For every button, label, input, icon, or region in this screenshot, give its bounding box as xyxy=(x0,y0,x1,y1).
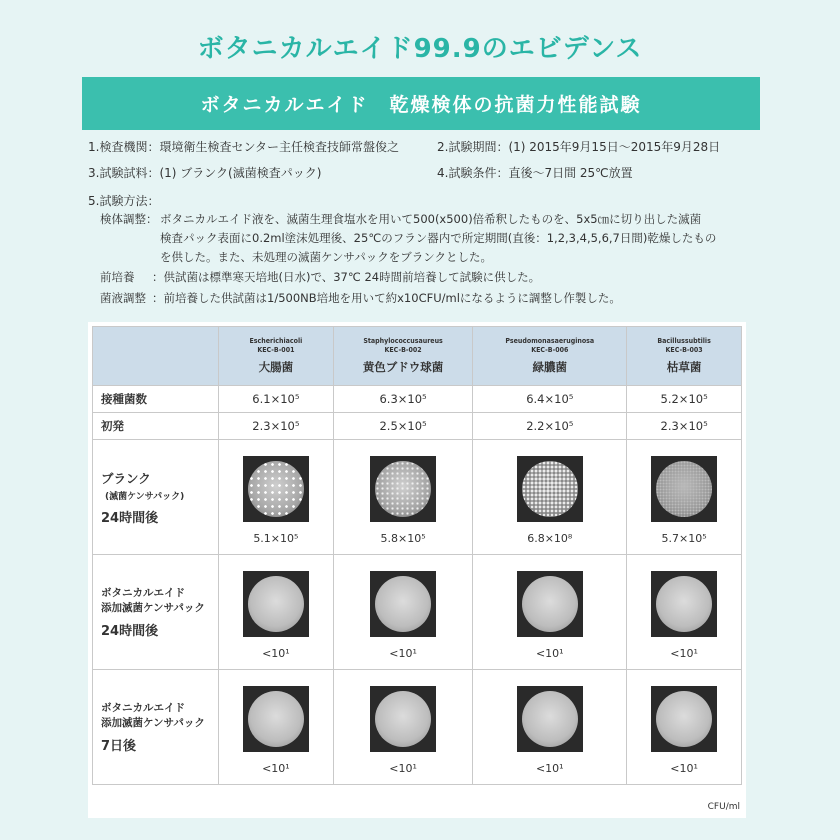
row-label-line1: ブランク xyxy=(101,470,151,486)
dish-cell xyxy=(627,670,742,785)
dish-value: <10¹ xyxy=(389,761,417,775)
dish-cell xyxy=(473,670,627,785)
header-col-2 xyxy=(333,327,473,386)
header-col-4 xyxy=(627,327,742,386)
info-period: 2.試験期間：(1) 2015年9月15日〜2015年9月28日 xyxy=(437,140,721,154)
bacteria-code: KEC-B-006 xyxy=(531,346,569,354)
dish-cell xyxy=(219,555,334,670)
bacteria-latin-name: Bacillussubtilis xyxy=(657,337,711,345)
dish-value: 6.8×10⁸ xyxy=(527,531,573,545)
petri-dish-image xyxy=(517,456,583,522)
results-table-container xyxy=(88,322,746,818)
table-row-blank xyxy=(93,440,742,555)
bacteria-code: KEC-B-002 xyxy=(384,346,422,354)
dish-value: <10¹ xyxy=(670,646,698,660)
row-label: 初発 xyxy=(93,413,219,440)
method-heading: 5.試験方法： xyxy=(88,194,160,208)
dish-cell xyxy=(219,670,334,785)
row-label: 接種菌数 xyxy=(93,386,219,413)
dish-value: 5.8×10⁵ xyxy=(380,531,426,545)
dish-cell xyxy=(333,440,473,555)
cell-value: 2.5×10⁵ xyxy=(333,413,473,440)
bacteria-jp-name: 大腸菌 xyxy=(258,360,294,374)
row-label xyxy=(93,440,219,555)
dish-value: <10¹ xyxy=(535,646,564,660)
petri-dish-image xyxy=(370,686,436,752)
row-label-line2: 添加滅菌ケンサパック xyxy=(101,601,205,614)
method-prep-line3: を供した。また、未処理の滅菌ケンサパックをブランクとした。 xyxy=(160,250,493,264)
cell-value: 2.2×10⁵ xyxy=(473,413,627,440)
cell-value: 2.3×10⁵ xyxy=(627,413,742,440)
bacteria-latin-name: Staphylococcusaureus xyxy=(363,337,443,345)
table-row-treated-24h xyxy=(93,555,742,670)
method-preculture-label: 前培養 xyxy=(100,270,135,284)
info-conditions: 4.試験条件：直後〜7日間 25℃放置 xyxy=(437,166,633,180)
petri-dish-image xyxy=(370,571,436,637)
bacteria-code: KEC-B-001 xyxy=(257,346,295,354)
petri-dish-image xyxy=(517,571,583,637)
dish-cell xyxy=(333,670,473,785)
dish-cell xyxy=(473,440,627,555)
petri-dish-image xyxy=(243,571,309,637)
petri-dish-image xyxy=(243,456,309,522)
bacteria-latin-name: Pseudomonasaeruginosa xyxy=(505,337,595,345)
dish-value: <10¹ xyxy=(262,646,290,660)
bacteria-jp-name: 緑膿菌 xyxy=(532,360,568,374)
dish-value: <10¹ xyxy=(262,761,290,775)
header-col-1 xyxy=(219,327,334,386)
method-bacteria-label: 菌液調整 xyxy=(100,291,146,305)
cell-value: 6.1×10⁵ xyxy=(219,386,334,413)
method-prep-line2: 検査パック表面に0.2ml塗沫処理後、25℃のフラン器内で所定期間(直後：1,2,3,4,5,6,7日間)乾燥したもの xyxy=(160,231,717,245)
petri-dish-image xyxy=(651,571,717,637)
row-label xyxy=(93,670,219,785)
method-prep-label: 検体調整： xyxy=(100,212,158,226)
info-inspector: 1.検査機関：環境衛生検査センター主任検査技師常盤俊之 xyxy=(88,140,399,154)
unit-label: CFU/ml xyxy=(707,802,740,812)
bacteria-code: KEC-B-003 xyxy=(665,346,703,354)
dish-cell xyxy=(473,555,627,670)
bacteria-jp-name: 黄色ブドウ球菌 xyxy=(362,360,444,374)
row-label-line2: 添加滅菌ケンサパック xyxy=(101,716,205,729)
cell-value: 5.2×10⁵ xyxy=(627,386,742,413)
table-row-initial xyxy=(93,413,742,440)
row-label-line3: 7日後 xyxy=(101,738,137,754)
dish-value: <10¹ xyxy=(389,646,417,660)
petri-dish-image xyxy=(370,456,436,522)
info-sample: 3.試験試料：(1) ブランク(滅菌検査パック) xyxy=(88,166,322,180)
petri-dish-image xyxy=(651,456,717,522)
dish-value: <10¹ xyxy=(535,761,564,775)
cell-value: 6.3×10⁵ xyxy=(333,386,473,413)
dish-cell xyxy=(333,555,473,670)
method-prep-line1: ボタニカルエイド液を、滅菌生理食塩水を用いて500(x500)倍希釈したものを、5x5㎝に切り出した滅菌 xyxy=(160,212,702,226)
section-banner: ボタニカルエイド 乾燥検体の抗菌力性能試験 xyxy=(82,77,760,130)
results-table xyxy=(92,326,742,785)
row-label-line2: (滅菌ケンサパック) xyxy=(105,491,185,502)
method-preculture-text: ：供試菌は標準寒天培地(日水)で、37℃ 24時間前培養して試験に供した。 xyxy=(152,270,541,284)
row-label-line3: 24時間後 xyxy=(101,510,159,526)
method-bacteria-text: ：前培養した供試菌は1/500NB培地を用いて約x10CFU/mlになるように調整し作製した。 xyxy=(152,291,621,305)
bacteria-jp-name: 枯草菌 xyxy=(666,360,702,374)
header-corner xyxy=(93,327,219,386)
dish-cell xyxy=(219,440,334,555)
table-row-treated-7d xyxy=(93,670,742,785)
petri-dish-image xyxy=(517,686,583,752)
cell-value: 2.3×10⁵ xyxy=(219,413,334,440)
petri-dish-image xyxy=(243,686,309,752)
row-label xyxy=(93,555,219,670)
dish-cell xyxy=(627,555,742,670)
dish-value: 5.7×10⁵ xyxy=(661,531,707,545)
table-header-row xyxy=(93,327,742,386)
dish-value: <10¹ xyxy=(670,761,698,775)
table-row-inoculum xyxy=(93,386,742,413)
row-label-line3: 24時間後 xyxy=(101,623,159,639)
header-col-3 xyxy=(473,327,627,386)
petri-dish-image xyxy=(651,686,717,752)
dish-value: 5.1×10⁵ xyxy=(253,531,299,545)
row-label-line1: ボタニカルエイド xyxy=(101,586,185,599)
page-title: ボタニカルエイド99.9のエビデンス xyxy=(197,34,643,64)
cell-value: 6.4×10⁵ xyxy=(473,386,627,413)
dish-cell xyxy=(627,440,742,555)
row-label-line1: ボタニカルエイド xyxy=(101,701,185,714)
bacteria-latin-name: Escherichiacoli xyxy=(249,337,303,345)
